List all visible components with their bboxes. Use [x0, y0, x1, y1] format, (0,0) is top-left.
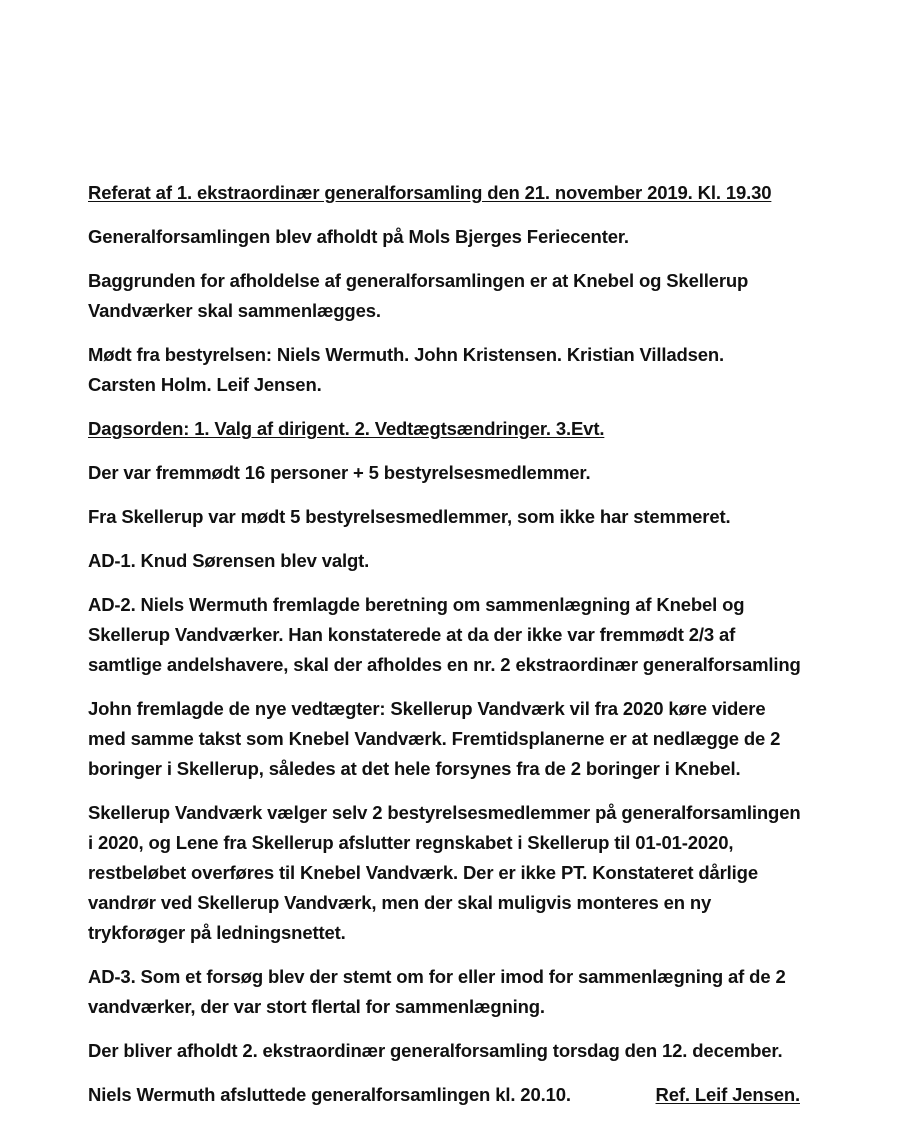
agenda-heading: Dagsorden: 1. Valg af dirigent. 2. Vedtægtsændringer. 3.Evt. — [88, 418, 605, 439]
paragraph-ad3 — [88, 962, 848, 1022]
text-line: Baggrunden for afholdelse af generalforsamlingen er at Knebel og Skellerup — [88, 270, 749, 291]
document-page — [88, 178, 848, 1124]
text-line: Der bliver afholdt 2. ekstraordinær generalforsamling torsdag den 12. december. — [88, 1040, 783, 1061]
paragraph-skellerup-board — [88, 502, 848, 532]
paragraph-turnout — [88, 458, 848, 488]
text-line: AD-3. Som et forsøg blev der stemt om for eller imod for sammenlægning af de 2 — [88, 966, 786, 987]
text-line: Carsten Holm. Leif Jensen. — [88, 374, 322, 395]
paragraph-statutes — [88, 694, 848, 784]
agenda-block — [88, 414, 848, 444]
text-line: AD-2. Niels Wermuth fremlagde beretning om sammenlægning af Knebel og — [88, 594, 745, 615]
paragraph-next-meeting — [88, 1036, 848, 1066]
text-line: vandværker, der var stort flertal for sammenlægning. — [88, 996, 545, 1017]
text-line: vandrør ved Skellerup Vandværk, men der skal muligvis monteres en ny — [88, 892, 712, 913]
paragraph-skellerup-details — [88, 798, 848, 948]
text-line: Skellerup Vandværker. Han konstaterede at da der ikke var fremmødt 2/3 af — [88, 624, 736, 645]
document-title-block — [88, 178, 848, 208]
text-line: John fremlagde de nye vedtægter: Skellerup Vandværk vil fra 2020 køre videre — [88, 698, 766, 719]
text-line: Vandværker skal sammenlægges. — [88, 300, 381, 321]
text-line: Fra Skellerup var mødt 5 bestyrelsesmedlemmer, som ikke har stemmeret. — [88, 506, 731, 527]
text-line: AD-1. Knud Sørensen blev valgt. — [88, 550, 370, 571]
text-line: Skellerup Vandværk vælger selv 2 bestyrelsesmedlemmer på generalforsamlingen — [88, 802, 801, 823]
text-line: i 2020, og Lene fra Skellerup afslutter regnskabet i Skellerup til 01-01-2020, — [88, 832, 734, 853]
text-line: Der var fremmødt 16 personer + 5 bestyrelsesmedlemmer. — [88, 462, 591, 483]
paragraph-background — [88, 266, 848, 326]
document-title: Referat af 1. ekstraordinær generalforsamling den 21. november 2019. Kl. 19.30 — [88, 182, 772, 203]
paragraph-ad1 — [88, 546, 848, 576]
signature: Ref. Leif Jensen. — [655, 1084, 800, 1105]
text-line: restbeløbet overføres til Knebel Vandværk. Der er ikke PT. Konstateret dårlige — [88, 862, 758, 883]
paragraph-attendees — [88, 340, 848, 400]
closing-row — [88, 1080, 800, 1110]
paragraph-ad2 — [88, 590, 848, 680]
text-line: boringer i Skellerup, således at det hele forsynes fra de 2 boringer i Knebel. — [88, 758, 741, 779]
paragraph-venue — [88, 222, 848, 252]
closing-text: Niels Wermuth afsluttede generalforsamlingen kl. 20.10. — [88, 1084, 571, 1105]
text-line: Generalforsamlingen blev afholdt på Mols Bjerges Feriecenter. — [88, 226, 629, 247]
text-line: trykforøger på ledningsnettet. — [88, 922, 346, 943]
text-line: med samme takst som Knebel Vandværk. Fremtidsplanerne er at nedlægge de 2 — [88, 728, 781, 749]
text-line: samtlige andelshavere, skal der afholdes en nr. 2 ekstraordinær generalforsamling — [88, 654, 801, 675]
text-line: Mødt fra bestyrelsen: Niels Wermuth. John Kristensen. Kristian Villadsen. — [88, 344, 725, 365]
